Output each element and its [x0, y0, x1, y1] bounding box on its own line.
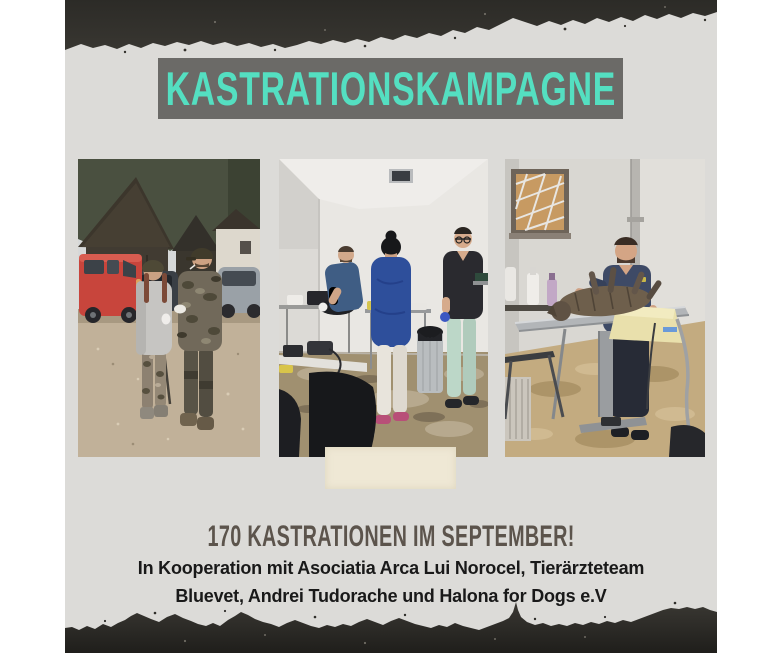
cooperation-line-1: In Kooperation mit Asociatia Arca Lui Norocel, Tierärzteteam — [137, 558, 645, 578]
torn-paper-bottom-icon — [65, 593, 717, 653]
photo-surgery-table — [505, 159, 705, 457]
photo-clinic-room — [279, 159, 488, 457]
cooperation-line-2: Bluevet, Andrei Tudorache und Halona for Dogs e.V — [175, 586, 607, 606]
red-van — [79, 254, 142, 323]
window — [509, 169, 571, 239]
poster-panel — [65, 0, 717, 653]
silver-car — [218, 267, 260, 318]
woman-figure — [371, 231, 411, 425]
poster-title: KASTRATIONSKAMPAGNE — [165, 62, 616, 115]
photo-row — [65, 159, 717, 457]
trash-bin — [417, 326, 443, 393]
cream-paper-note — [325, 447, 456, 489]
headline-text: 170 KASTRATIONEN IM SEPTEMBER! — [207, 520, 575, 553]
torn-paper-top-icon — [65, 0, 717, 60]
photo-outdoor-handover — [78, 159, 260, 457]
right-table-items — [473, 273, 488, 285]
headline-row — [65, 520, 717, 554]
title-banner — [158, 58, 623, 119]
